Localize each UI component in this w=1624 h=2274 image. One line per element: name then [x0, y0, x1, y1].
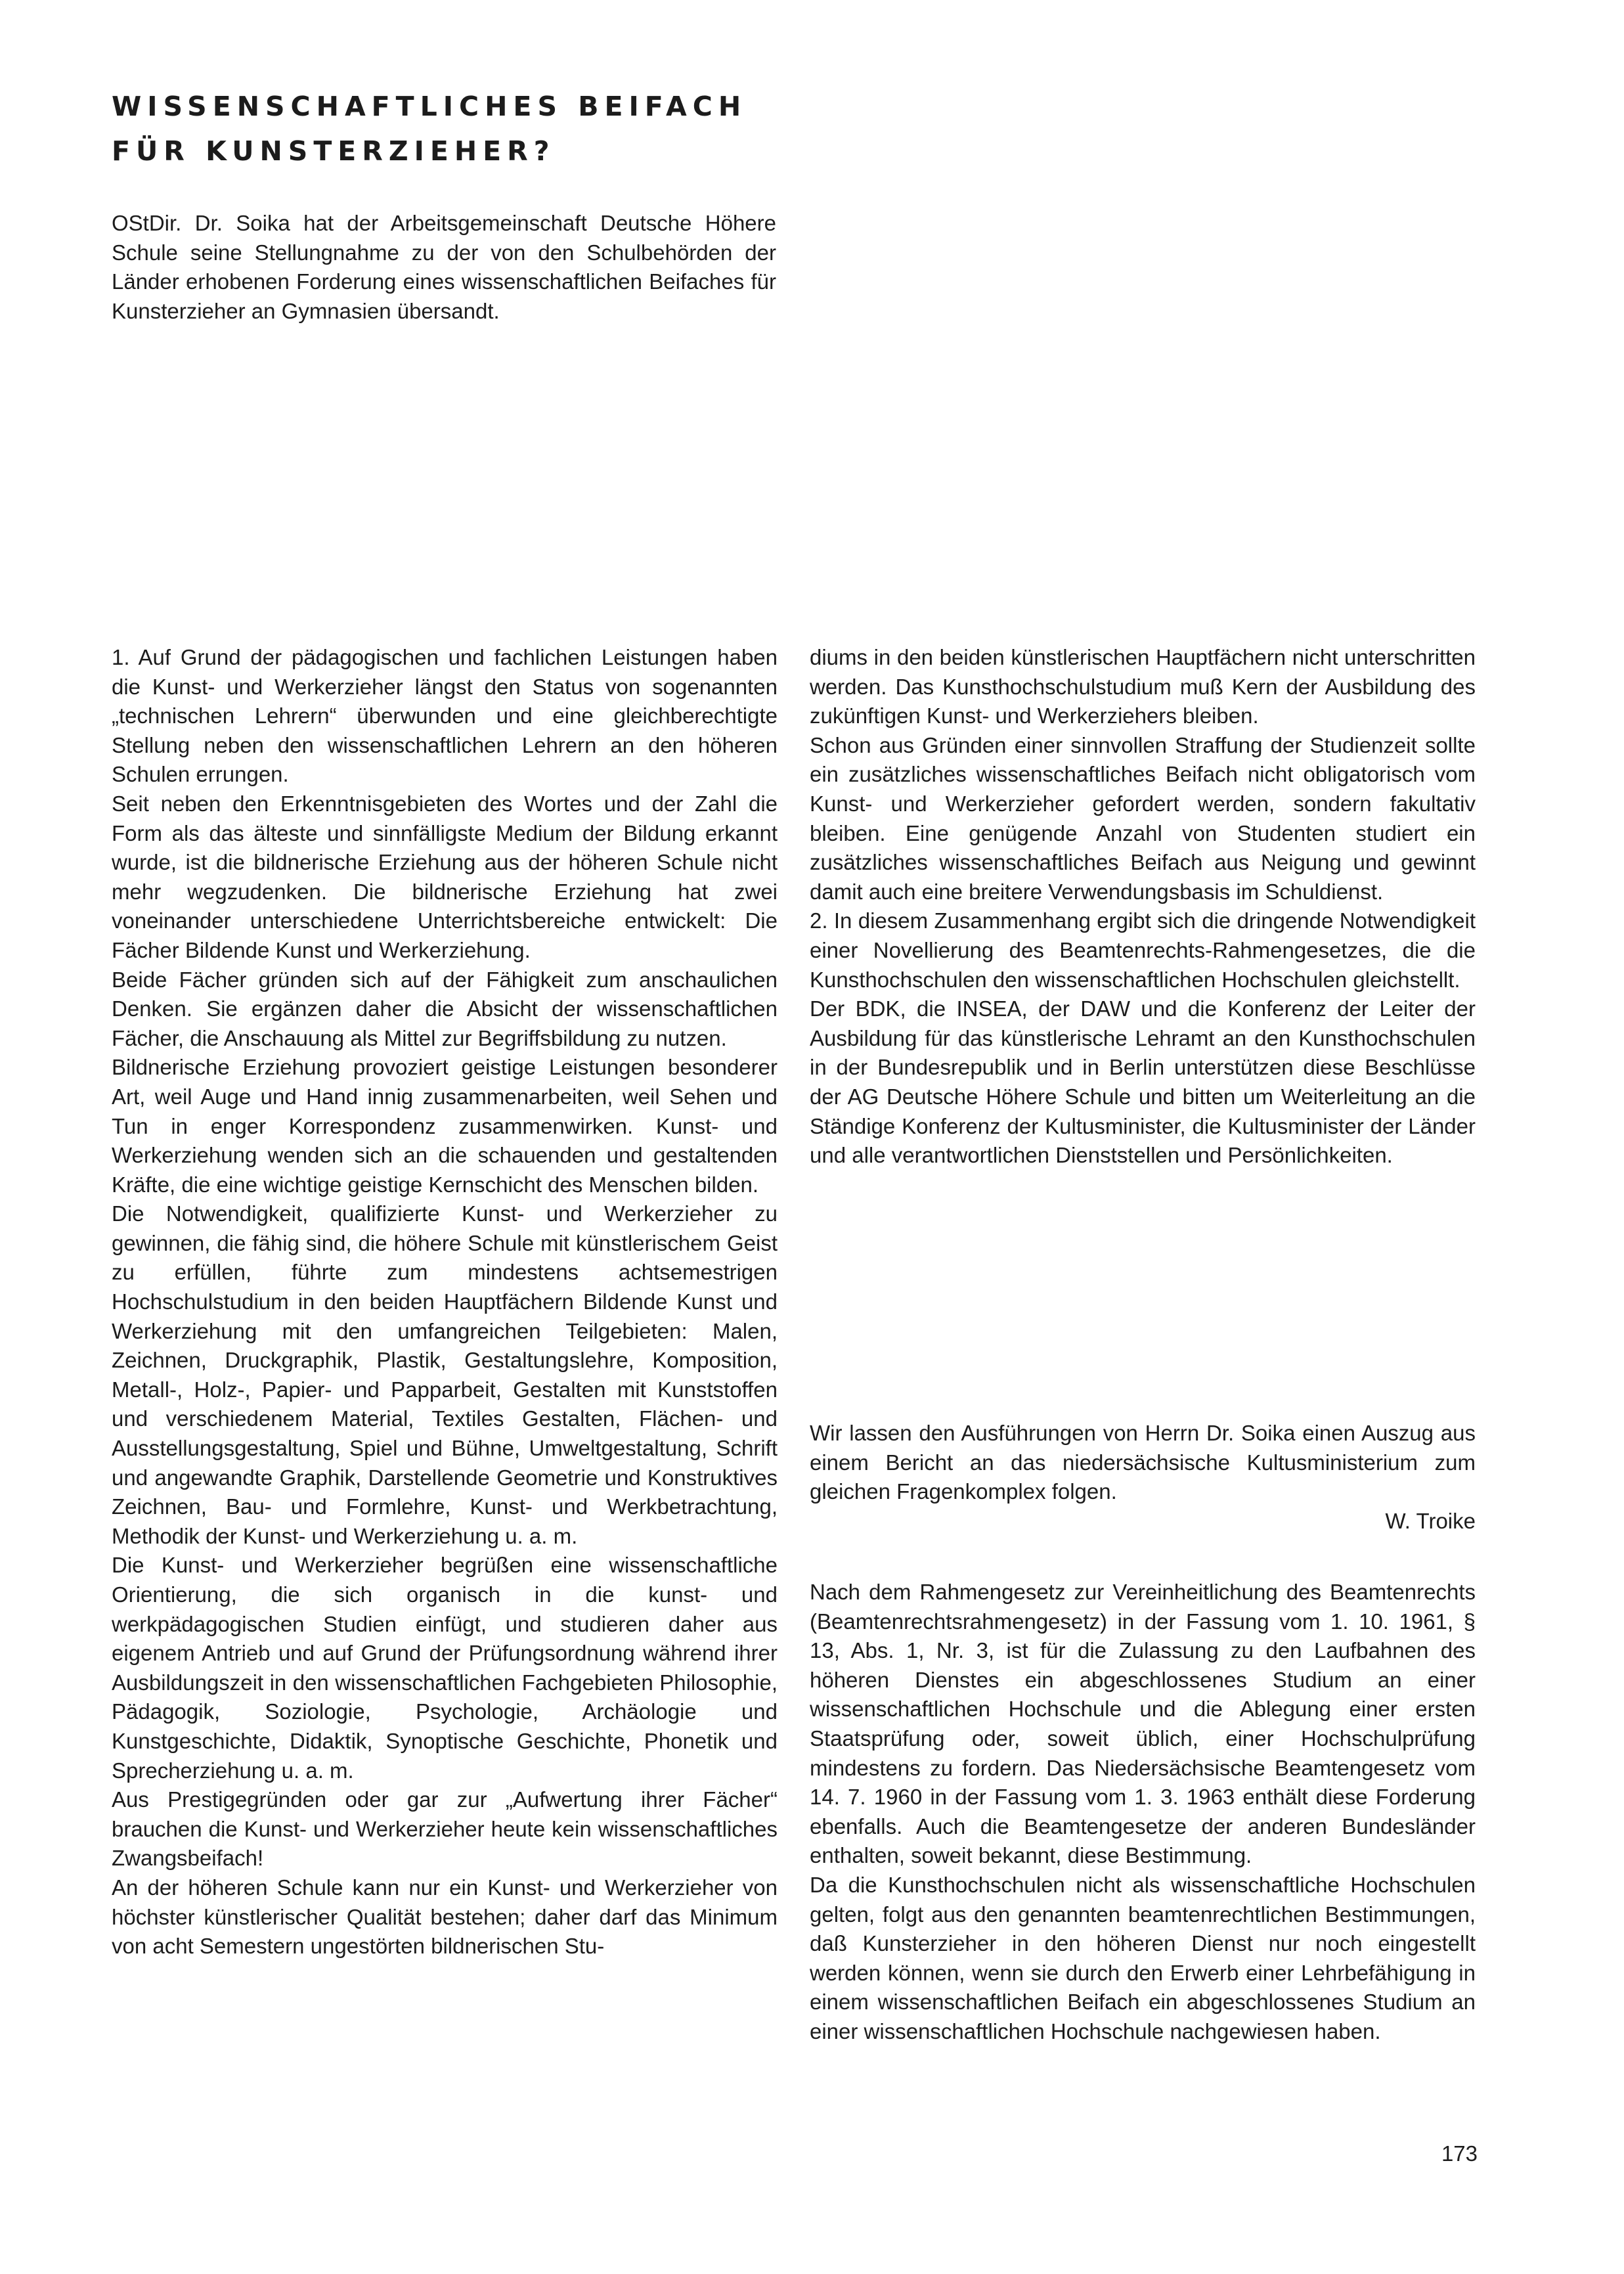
title-line-1: WISSENSCHAFTLICHES BEIFACH — [112, 91, 747, 122]
left-column — [112, 643, 778, 1961]
page-number: 173 — [1441, 2141, 1478, 2166]
right-paragraph: diums in den beiden künstlerischen Hauptfächern nicht unterschritten werden. Das Kunsthochschulstudium muß Kern der Ausbildung des zukünftigen Kunst- und Werkerziehers bleiben. — [810, 645, 1476, 728]
report-paragraph: Nach dem Rahmengesetz zur Vereinheitlichung des Beamtenrechts (Beamtenrechtsrahmengesetz) in der Fassung vom 1. 10. 1961, § 13, Abs. 1, Nr. 3, ist für die Zulassung zu den Laufbahnen des höheren Dienstes ein abgeschlossenes Studium an einer wissenschaftlichen Hochschule und die Ablegung einer ersten Staatsprüfung oder, soweit üblich, einer Hochschulprüfung mindestens zu fordern. Das Niedersächsische Beamtengesetz vom 14. 7. 1960 in der Fassung vom 1. 3. 1963 enthält diese Forderung ebenfalls. Auch die Beamtengesetze der anderen Bundesländer enthalten, soweit bekannt, diese Bestimmung. — [810, 1580, 1476, 1868]
left-paragraph: Aus Prestigegründen oder gar zur „Aufwertung ihrer Fächer“ brauchen die Kunst- und Werkerzieher heute kein wissenschaftliches Zwangsbeifach! — [112, 1787, 778, 1871]
editor-note-block — [810, 1419, 1476, 1536]
left-paragraph: Beide Fächer gründen sich auf der Fähigkeit zum anschaulichen Denken. Sie ergänzen daher die Absicht der wissenschaftlichen Fächer, die Anschauung als Mittel zur Begriffsbildung zu nutzen. — [112, 967, 778, 1050]
article-title — [112, 84, 1031, 173]
left-paragraph: Bildnerische Erziehung provoziert geistige Leistungen besonderer Art, weil Auge und Hand innig zusammenarbeiten, weil Sehen und Tun in enger Korrespondenz zusammenwirken. Kunst- und Werkerziehung wenden sich an die schauenden und gestaltenden Kräfte, die eine wichtige geistige Kernschicht des Menschen bilden. — [112, 1055, 778, 1197]
right-column — [810, 643, 1476, 1170]
signature: W. Troike — [1385, 1508, 1476, 1533]
left-paragraph: 1. Auf Grund der pädagogischen und fachlichen Leistungen haben die Kunst- und Werkerzieher längst den Status von sogenannten „technischen Lehrern“ überwunden und eine gleichberechtigte Stellung neben den wissenschaftlichen Lehrern an den höheren Schulen errungen. — [112, 645, 778, 787]
editor-note: Wir lassen den Ausführungen von Herrn Dr. Soika einen Auszug aus einem Bericht an das niedersächsische Kultusministerium zum gleichen Fragenkomplex folgen. — [810, 1421, 1476, 1504]
left-paragraph: Die Kunst- und Werkerzieher begrüßen eine wissenschaftliche Orientierung, die sich organisch in die kunst- und werkpädagogischen Studien einfügt, und studieren daher aus eigenem Antrieb und auf Grund der Prüfungsordnung während ihrer Ausbildungszeit in den wissenschaftlichen Fachgebieten Philosophie, Pädagogik, Soziologie, Psychologie, Archäologie und Kunstgeschichte, Didaktik, Synoptische Geschichte, Phonetik und Sprecherziehung u. a. m. — [112, 1553, 778, 1783]
title-line-2: FÜR KUNSTERZIEHER? — [112, 135, 556, 167]
report-block — [810, 1578, 1476, 2047]
report-paragraph: Da die Kunsthochschulen nicht als wissenschaftliche Hochschulen gelten, folgt aus den genannten beamtenrechtlichen Bestimmungen, daß Kunsterzieher in den höheren Dienst nur noch eingestellt werden können, wenn sie durch den Erwerb einer Lehrbefähigung in einem wissenschaftlichen Beifach ein abgeschlossenes Studium an einer wissenschaftlichen Hochschule nachgewiesen haben. — [810, 1872, 1476, 2043]
right-paragraph: Der BDK, die INSEA, der DAW und die Konferenz der Leiter der Ausbildung für das künstlerische Lehramt an den Kunsthochschulen in der Bundesrepublik und in Berlin unterstützen diese Beschlüsse der AG Deutsche Höhere Schule und bitten um Weiterleitung an die Ständige Konferenz der Kultusminister, die Kultusminister der Länder und alle verantwortlichen Dienststellen und Persönlichkeiten. — [810, 996, 1476, 1168]
intro-paragraph — [112, 209, 776, 326]
intro-text: OStDir. Dr. Soika hat der Arbeitsgemeinschaft Deutsche Höhere Schule seine Stellungnahme zu der von den Schulbehörden der Länder erhobenen Forderung eines wissenschaftlichen Beifaches für Kunsterzieher an Gymnasien übersandt. — [112, 211, 776, 323]
right-paragraph: 2. In diesem Zusammenhang ergibt sich die dringende Notwendigkeit einer Novellierung des Beamtenrechts-Rahmengesetzes, die die Kunsthochschulen den wissenschaftlichen Hochschulen gleichstellt. — [810, 908, 1476, 992]
left-paragraph: Die Notwendigkeit, qualifizierte Kunst- und Werkerzieher zu gewinnen, die fähig sind, die höhere Schule mit künstlerischem Geist zu erfüllen, führte zum mindestens achtsemestrigen Hochschulstudium in den beiden Hauptfächern Bildende Kunst und Werkerziehung mit den umfangreichen Teilgebieten: Malen, Zeichnen, Druckgraphik, Plastik, Gestaltungslehre, Komposition, Metall-, Holz-, Papier- und Papparbeit, Gestalten mit Kunststoffen und verschiedenem Material, Textiles Gestalten, Flächen- und Ausstellungsgestaltung, Spiel und Bühne, Umweltgestaltung, Schrift und angewandte Graphik, Darstellende Geometrie und Konstruktives Zeichnen, Bau- und Formlehre, Kunst- und Werkbetrachtung, Methodik der Kunst- und Werkerziehung u. a. m. — [112, 1201, 778, 1548]
left-paragraph: An der höheren Schule kann nur ein Kunst- und Werkerzieher von höchster künstlerischer Qualität bestehen; daher darf das Minimum von acht Semestern ungestörten bildnerischen Stu- — [112, 1875, 778, 1959]
left-paragraph: Seit neben den Erkenntnisgebieten des Wortes und der Zahl die Form als das älteste und sinnfälligste Medium der Bildung erkannt wurde, ist die bildnerische Erziehung aus der höheren Schule nicht mehr wegzudenken. Die bildnerische Erziehung hat zwei voneinander unterschiedene Unterrichtsbereiche entwickelt: Die Fächer Bildende Kunst und Werkerziehung. — [112, 791, 778, 962]
right-paragraph: Schon aus Gründen einer sinnvollen Straffung der Studienzeit sollte ein zusätzliches wissenschaftliches Beifach nicht obligatorisch vom Kunst- und Werkerzieher gefordert werden, sondern fakultativ bleiben. Eine genügende Anzahl von Studenten studiert ein zusätzliches wissenschaftliches Beifach aus Neigung und gewinnt damit auch eine breitere Verwendungsbasis im Schuldienst. — [810, 732, 1476, 904]
